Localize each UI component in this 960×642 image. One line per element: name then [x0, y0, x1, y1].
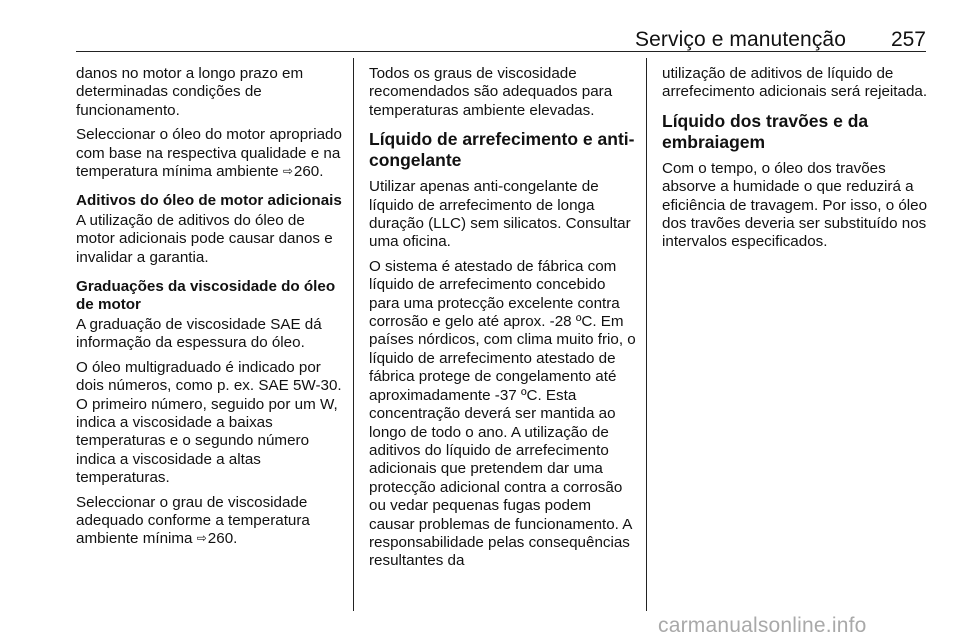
column-3 — [662, 65, 928, 252]
paragraph: A utilização de aditivos do óleo de motor adicionais pode causar danos e invalidar a garantia. — [76, 211, 333, 266]
header-divider — [76, 51, 926, 52]
paragraph: Com o tempo, o óleo dos travões absorve a humidade o que reduzirá a eficiência de travagem. Por isso, o óleo dos travões deveria ser substituído nos intervalos especificados. — [662, 159, 928, 251]
cross-reference-arrow-icon: ⇨ — [282, 164, 293, 179]
page-reference-link[interactable]: 260. — [207, 530, 238, 548]
column-1 — [76, 65, 342, 549]
paragraph-with-reference — [76, 126, 342, 181]
paragraph: A graduação de viscosidade SAE dá informação da espessura do óleo. — [76, 315, 322, 352]
paragraph: Todos os graus de viscosidade recomendados são adequados para temperaturas ambiente elevadas. — [369, 65, 613, 119]
paragraph-with-reference — [76, 494, 342, 549]
column-divider-left — [353, 58, 354, 611]
subheading-viscosity: Graduações da viscosidade do óleo de motor — [76, 278, 336, 314]
watermark: carmanualsonline.info — [658, 614, 867, 637]
section-title: Serviço e manutenção — [635, 28, 846, 51]
column-2 — [369, 65, 637, 571]
paragraph: Utilizar apenas anti-congelante de líquido de arrefecimento de longa duração (LLC) sem silicatos. Consultar uma oficina. — [369, 178, 631, 251]
paragraph: danos no motor a longo prazo em determinadas condições de funcionamento. — [76, 65, 304, 119]
paragraph-text: Seleccionar o óleo do motor apropriado com base na respectiva qualidade e na temperatura mínima ambiente — [76, 126, 342, 181]
paragraph: utilização de aditivos de líquido de arrefecimento adicionais será rejeitada. — [662, 65, 928, 101]
paragraph-text: Seleccionar o grau de viscosidade adequado conforme a temperatura ambiente mínima — [76, 493, 310, 548]
paragraph: O óleo multigraduado é indicado por dois números, como p. ex. SAE 5W-30. O primeiro número, seguido por um W, indica a viscosidade a baixas temperaturas e o segundo número indica a viscosidade a altas temperaturas. — [76, 358, 342, 487]
column-divider-right — [646, 58, 647, 611]
heading-coolant: Líquido de arrefecimento e anti-congelante — [369, 129, 635, 171]
subheading-additives: Aditivos do óleo de motor adicionais — [76, 192, 342, 210]
paragraph: O sistema é atestado de fábrica com líquido de arrefecimento concebido para uma protecção excelente contra corrosão e gelo até aprox. -28 ºC. Em países nórdicos, com clima muito frio, o líquido de arrefecimento atestado de fábrica protege de congelamento até aproximadamente -37 ºC. Esta concentração deverá ser mantida ao longo de todo o ano. A utilização de aditivos do líquido de arrefecimento adicionais que pretendem dar uma protecção adicional contra a corrosão ou vedar pequenas fugas podem causar problemas de funcionamento. A responsabilidade pelas consequências resultantes da — [369, 257, 636, 570]
page-number: 257 — [890, 28, 926, 51]
page-reference-link[interactable]: 260. — [293, 163, 324, 181]
cross-reference-arrow-icon: ⇨ — [196, 531, 207, 546]
heading-brake-fluid: Líquido dos travões e da embraiagem — [662, 110, 869, 152]
